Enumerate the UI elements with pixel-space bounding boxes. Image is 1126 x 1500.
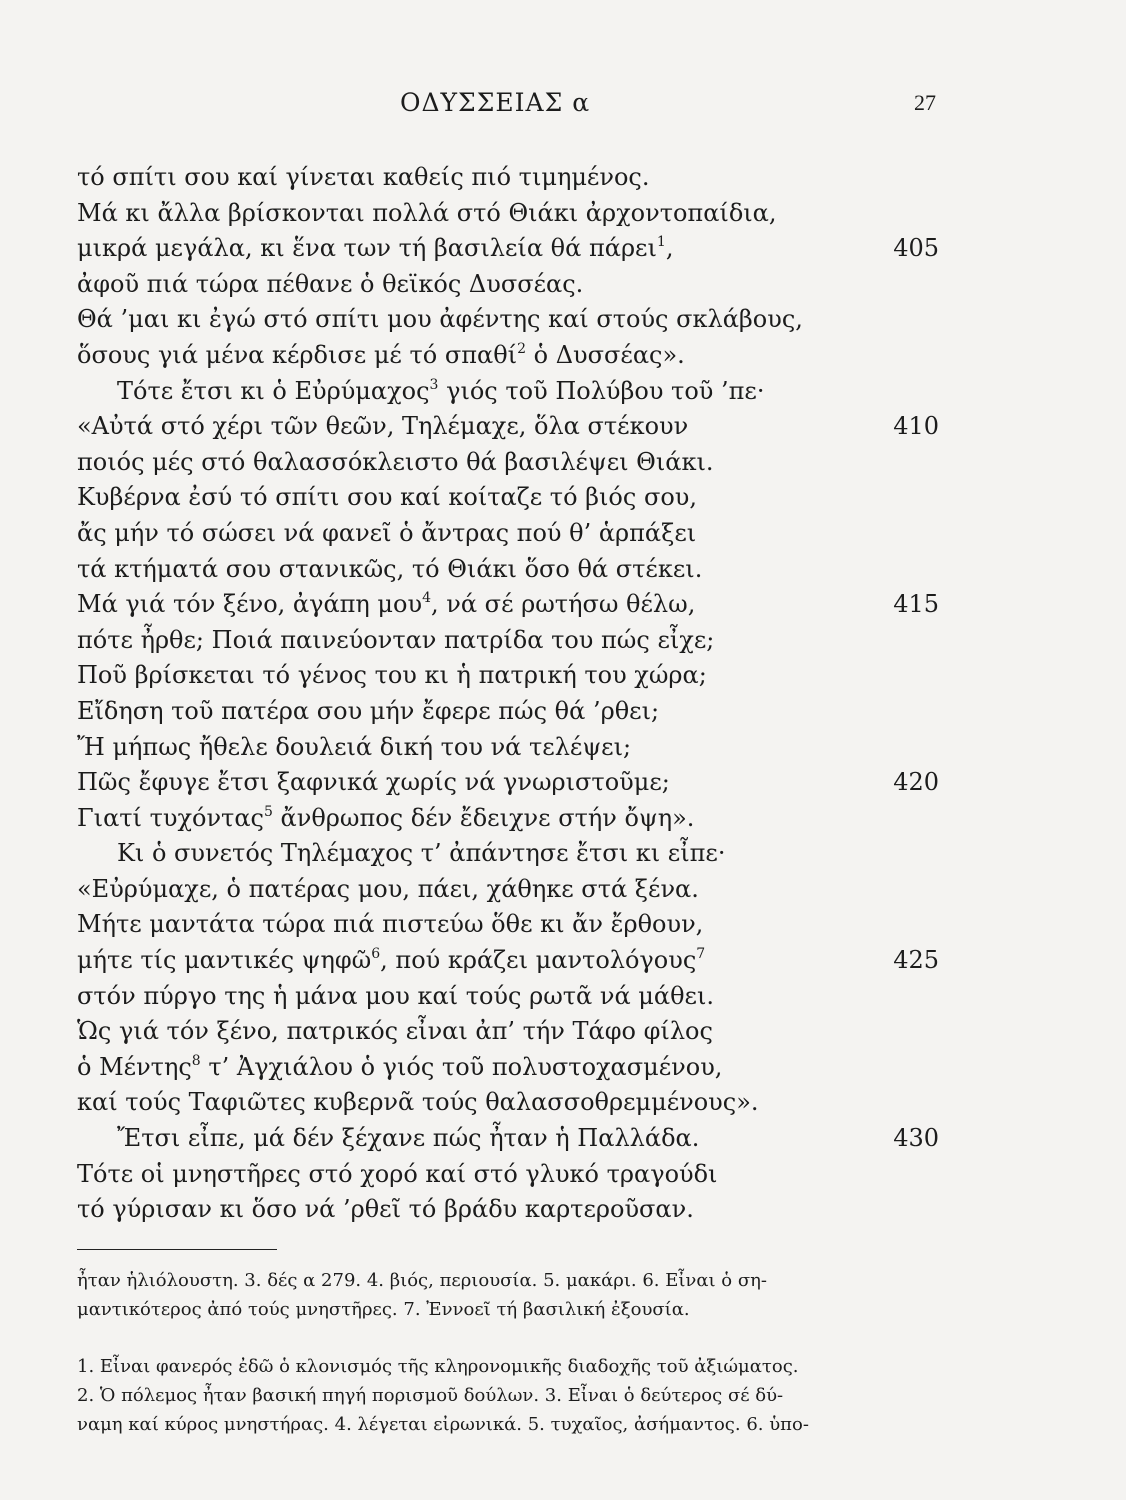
verse-text bbox=[77, 555, 702, 583]
line-number: 425 bbox=[893, 946, 939, 975]
verse-text bbox=[77, 163, 649, 191]
verse-line bbox=[77, 480, 939, 516]
verse-line bbox=[77, 409, 939, 445]
verse-text bbox=[77, 448, 714, 476]
verse-line bbox=[77, 836, 939, 872]
verse-line bbox=[77, 694, 939, 730]
footnote-marker: 5 bbox=[263, 803, 273, 820]
verse-block bbox=[77, 160, 939, 1228]
verse-text bbox=[77, 1160, 717, 1188]
verse-text bbox=[77, 1088, 759, 1116]
verse-text-segment: Ἤ μήπως ἤθελε δουλειά δική του νά τελέψει; bbox=[77, 732, 632, 761]
verse-line bbox=[77, 765, 939, 801]
verse-text-segment: μήτε τίς μαντικές ψηφῶ bbox=[77, 946, 372, 975]
verse-line bbox=[77, 943, 939, 979]
verse-text bbox=[77, 199, 777, 227]
verse-line bbox=[77, 1014, 939, 1050]
footnotes-bottom bbox=[77, 1352, 947, 1439]
verse-text bbox=[77, 270, 583, 298]
verse-text-segment: στόν πύργο της ἡ μάνα μου καί τούς ρωτᾶ νά μάθει. bbox=[77, 981, 715, 1010]
verse-text bbox=[77, 519, 696, 547]
line-number: 410 bbox=[893, 412, 939, 441]
verse-text-segment: τό σπίτι σου καί γίνεται καθείς πιό τιμημένος. bbox=[77, 163, 650, 191]
verse-line bbox=[77, 658, 939, 694]
verse-text-segment: μικρά μεγάλα, κι ἕνα των τή βασιλεία θά πάρει bbox=[77, 234, 657, 263]
footnote-marker: 3 bbox=[429, 376, 439, 393]
footnote-marker: 2 bbox=[517, 340, 526, 357]
verse-text bbox=[77, 661, 707, 689]
footnote-line: 2. Ὁ πόλεμος ἦταν βασική πηγή πορισμοῦ δούλων. 3. Εἶναι ὁ δεύτερος σέ δύ- bbox=[77, 1385, 784, 1406]
verse-text bbox=[77, 234, 673, 262]
verse-line bbox=[77, 231, 939, 267]
verse-text-segment: «Αὐτά στό χέρι τῶν θεῶν, Τηλέμαχε, ὅλα στέκουν bbox=[77, 412, 689, 441]
verse-text bbox=[77, 697, 659, 725]
verse-text bbox=[77, 875, 699, 903]
verse-text-segment: Γιατί τυχόντας bbox=[77, 803, 264, 832]
verse-text bbox=[77, 946, 705, 974]
verse-text-segment: Τότε ἔτσι κι ὁ Εὐρύμαχος bbox=[117, 376, 430, 405]
verse-text bbox=[77, 305, 803, 333]
verse-text-segment: πότε ἦρθε; Ποιά παινεύονταν πατρίδα του πώς εἶχε; bbox=[77, 625, 715, 654]
verse-text-segment: Κυβέρνα ἐσύ τό σπίτι σου καί κοίταζε τό βιός σου, bbox=[77, 483, 698, 512]
verse-text-segment: Μήτε μαντάτα τώρα πιά πιστεύω ὅθε κι ἄν ἔρθουν, bbox=[77, 910, 704, 939]
verse-line bbox=[77, 872, 939, 908]
verse-line bbox=[77, 801, 939, 837]
verse-text bbox=[77, 1017, 713, 1045]
verse-text-segment: ὅσους γιά μένα κέρδισε μέ τό σπαθί bbox=[77, 340, 518, 369]
verse-line bbox=[77, 1121, 939, 1157]
verse-line bbox=[77, 338, 939, 374]
verse-line bbox=[77, 730, 939, 766]
verse-text-segment: Ποῦ βρίσκεται τό γένος του κι ἡ πατρική του χώρα; bbox=[77, 661, 707, 690]
verse-text bbox=[77, 804, 694, 832]
verse-text bbox=[77, 412, 688, 440]
verse-text-segment: «Εὐρύμαχε, ὁ πατέρας μου, πάει, χάθηκε στά ξένα. bbox=[77, 874, 699, 903]
verse-line bbox=[77, 160, 939, 196]
verse-text bbox=[77, 1195, 694, 1223]
verse-text bbox=[77, 839, 725, 867]
verse-text-segment: , νά σέ ρωτήσω θέλω, bbox=[431, 590, 696, 619]
line-number: 430 bbox=[893, 1124, 939, 1153]
verse-line bbox=[77, 302, 939, 338]
verse-text-segment: , πού κράζει μαντολόγους bbox=[380, 946, 697, 975]
footnote-marker: 8 bbox=[191, 1052, 201, 1069]
verse-line bbox=[77, 979, 939, 1015]
verse-line bbox=[77, 907, 939, 943]
verse-text-segment: Τότε οἱ μνηστῆρες στό χορό καί στό γλυκό τραγούδι bbox=[77, 1159, 718, 1188]
verse-text-segment: γιός τοῦ Πολύβου τοῦ ’πε· bbox=[438, 376, 765, 405]
verse-text bbox=[77, 483, 697, 511]
book-title: ΟΔΥΣΣΕΙΑΣ α bbox=[400, 88, 591, 117]
verse-text-segment: Ἔτσι εἶπε, μά δέν ξέχανε πώς ἦταν ἡ Παλλάδα. bbox=[117, 1124, 700, 1153]
verse-text-segment: Θά ’μαι κι ἐγώ στό σπίτι μου ἀφέντης καί στούς σκλάβους, bbox=[77, 305, 803, 334]
verse-line bbox=[77, 623, 939, 659]
verse-line bbox=[77, 587, 939, 623]
verse-text-segment: ἄς μήν τό σώσει νά φανεῖ ὁ ἄντρας πού θ’ ἁρπάξει bbox=[77, 518, 697, 547]
footnote-rule bbox=[77, 1249, 277, 1250]
verse-text-segment: ὁ Δυσσέας». bbox=[526, 340, 685, 369]
footnote-marker: 7 bbox=[696, 946, 706, 963]
verse-text bbox=[77, 341, 685, 369]
verse-text bbox=[77, 626, 714, 654]
verse-text-segment: ποιός μές στό θαλασσόκλειστο θά βασιλέψει Θιάκι. bbox=[77, 447, 714, 476]
verse-text-segment: τό γύρισαν κι ὅσο νά ’ρθεῖ τό βράδυ καρτεροῦσαν. bbox=[77, 1195, 694, 1224]
verse-text-segment: Ὡς γιά τόν ξένο, πατρικός εἶναι ἀπ’ τήν Τάφο φίλος bbox=[77, 1017, 713, 1046]
verse-text-segment: Εἴδηση τοῦ πατέρα σου μήν ἔφερε πώς θά ’ρθει; bbox=[77, 696, 660, 725]
verse-text-segment: , bbox=[665, 234, 674, 263]
verse-line bbox=[77, 1085, 939, 1121]
verse-text bbox=[77, 768, 670, 796]
verse-line bbox=[77, 1192, 939, 1228]
footnote-marker: 4 bbox=[422, 590, 431, 607]
verse-text-segment: τά κτήματά σου στανικῶς, τό Θιάκι ὅσο θά στέκει. bbox=[77, 554, 703, 583]
verse-text-segment: Μά γιά τόν ξένο, ἀγάπη μου bbox=[77, 590, 423, 619]
line-number: 420 bbox=[893, 768, 939, 797]
verse-text bbox=[77, 590, 695, 618]
running-head bbox=[0, 88, 1126, 120]
verse-text-segment: ὁ Μέντης bbox=[77, 1052, 192, 1081]
verse-text-segment: Πῶς ἔφυγε ἔτσι ξαφνικά χωρίς νά γνωριστοῦμε; bbox=[77, 768, 670, 797]
footnotes-top bbox=[77, 1266, 947, 1324]
verse-text-segment: ἀφοῦ πιά τώρα πέθανε ὁ θεϊκός Δυσσέας. bbox=[77, 269, 584, 298]
page-number: 27 bbox=[914, 90, 936, 115]
verse-text bbox=[77, 1124, 699, 1152]
footnote-marker: 1 bbox=[656, 234, 666, 251]
line-number: 405 bbox=[893, 234, 939, 263]
footnote-line: ναμη καί κύρος μνηστήρας. 4. λέγεται εἰρωνικά. 5. τυχαῖος, ἀσήμαντος. 6. ὑπο- bbox=[77, 1414, 809, 1435]
footnote-line: μαντικότερος ἀπό τούς μνηστῆρες. 7. Ἐννοεῖ τή βασιλική ἐξουσία. bbox=[77, 1299, 690, 1320]
verse-text-segment: Κι ὁ συνετός Τηλέμαχος τ’ ἀπάντησε ἔτσι κι εἶπε· bbox=[117, 839, 726, 868]
verse-text bbox=[77, 1053, 722, 1081]
verse-line bbox=[77, 374, 939, 410]
verse-line bbox=[77, 516, 939, 552]
verse-text-segment: Μά κι ἄλλα βρίσκονται πολλά στό Θιάκι ἀρχοντοπαίδια, bbox=[77, 198, 777, 227]
verse-line bbox=[77, 552, 939, 588]
verse-text-segment: ἄνθρωπος δέν ἔδειχνε στήν ὄψη». bbox=[272, 803, 695, 832]
verse-text bbox=[77, 733, 631, 761]
verse-line bbox=[77, 445, 939, 481]
verse-text bbox=[77, 982, 714, 1010]
footnote-line: 1. Εἶναι φανερός ἐδῶ ὁ κλονισμός τῆς κληρονομικῆς διαδοχῆς τοῦ ἀξιώματος. bbox=[77, 1356, 799, 1377]
verse-line bbox=[77, 1157, 939, 1193]
verse-text bbox=[77, 910, 703, 938]
verse-line bbox=[77, 267, 939, 303]
verse-text-segment: καί τούς Ταφιῶτες κυβερνᾶ τούς θαλασσοθρεμμένους». bbox=[77, 1088, 759, 1117]
footnote-marker: 6 bbox=[371, 946, 381, 963]
line-number: 415 bbox=[893, 590, 939, 619]
verse-line bbox=[77, 1050, 939, 1086]
footnote-line: ἦταν ἡλιόλουστη. 3. δές α 279. 4. βιός, περιουσία. 5. μακάρι. 6. Εἶναι ὁ ση- bbox=[77, 1270, 768, 1291]
verse-text-segment: τ’ Ἀγχιάλου ὁ γιός τοῦ πολυστοχασμένου, bbox=[200, 1052, 723, 1081]
verse-text bbox=[77, 377, 764, 405]
verse-line bbox=[77, 196, 939, 232]
